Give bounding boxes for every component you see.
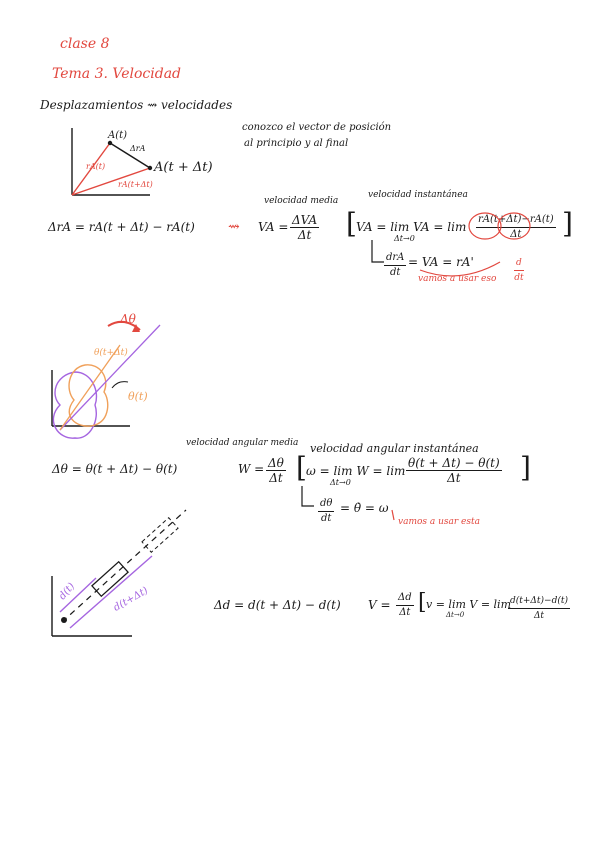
w-mean-lhs: W =	[238, 462, 265, 476]
eq-displacement: ΔrA = rA(t + Δt) − rA(t)	[48, 220, 195, 234]
w-inst-sub: Δt→0	[330, 478, 351, 487]
section1-heading: Desplazamientos ⇝ velocidades	[40, 98, 233, 112]
bracket-open: [	[346, 207, 357, 240]
leads-to-arrow: ⇝	[228, 219, 240, 235]
vA-inst-sub: Δt→0	[394, 234, 415, 243]
v-mean-lhs: V =	[368, 598, 391, 612]
class-title: clase 8	[60, 36, 110, 52]
vA-mean-num: ΔVA	[292, 213, 318, 227]
vA-inst-lhs: VA = lim VA = lim	[356, 220, 467, 234]
deriv-rhs-1: = VA = rA'	[408, 255, 474, 269]
label-rA-t: rA(t)	[86, 162, 106, 171]
w-inst-lhs: ω = lim W = lim	[306, 464, 406, 478]
deriv-num-1: drA	[384, 251, 406, 266]
use-this-note-2: vamos a usar esta	[398, 517, 480, 527]
label-A-t: A(t)	[108, 130, 128, 141]
bracket-close-2: ]	[520, 451, 531, 484]
v-inst-text: v = lim V = lim	[426, 598, 512, 611]
v-inst-num: d(t+Δt)−d(t)	[508, 594, 570, 609]
vA-mean-den: Δt	[297, 228, 312, 242]
w-inst-den: Δt	[447, 471, 461, 485]
d-dt-num: d	[514, 256, 524, 271]
w-inst-num: θ(t + Δt) − θ(t)	[408, 456, 500, 470]
deriv-num-2: dθ	[318, 497, 334, 512]
d-dt-den: dt	[514, 273, 524, 283]
note-line-1: conozco el vector de posición	[242, 122, 392, 133]
mean-angular-label: velocidad angular media	[186, 438, 299, 448]
label-d-t: d(t)	[57, 580, 78, 603]
vA-inst-den: Δt	[510, 229, 522, 240]
v-mean-fraction	[396, 591, 414, 620]
vA-mean-lhs: VA =	[258, 220, 289, 234]
label-delta-theta: Δθ	[120, 312, 136, 326]
deriv-den-1: dt	[389, 267, 401, 278]
deriv-den-2: dt	[321, 513, 332, 524]
v-mean-den: Δt	[399, 607, 411, 618]
label-theta-t-dt: θ(t+Δt)	[94, 348, 128, 358]
block-t-dt	[142, 518, 178, 552]
eq-delta-d: Δd = d(t + Δt) − d(t)	[214, 598, 341, 612]
label-rA-t-dt: rA(t+Δt)	[118, 180, 153, 189]
label-theta-t: θ(t)	[128, 390, 148, 403]
eq-delta-theta: Δθ = θ(t + Δt) − θ(t)	[52, 462, 178, 476]
v-inst-den: Δt	[533, 611, 545, 621]
v-mean-num: Δd	[396, 591, 414, 606]
inst-angular-label: velocidad angular instantánea	[310, 442, 479, 455]
w-mean-num: Δθ	[268, 456, 284, 470]
topic-title: Tema 3. Velocidad	[52, 66, 182, 82]
label-A-t-dt: A(t + Δt)	[154, 160, 213, 175]
v-inst-fraction	[508, 594, 570, 623]
bracket-open-3: [	[418, 590, 427, 615]
deriv-rhs-2: = θ̇ = ω	[340, 501, 389, 515]
block-t	[92, 562, 128, 596]
v-inst-sub: Δt→0	[446, 611, 465, 619]
label-delta-rA: ΔrA	[130, 144, 146, 153]
bracket-open-2: [	[296, 451, 307, 484]
use-this-note-1: vamos a usar eso	[418, 274, 497, 284]
mean-velocity-label: velocidad media	[264, 196, 339, 206]
vA-inst-num: rA(t+Δt)−rA(t)	[476, 213, 556, 228]
inst-velocity-label: velocidad instantánea	[368, 190, 468, 200]
label-d-t-dt: d(t+Δt)	[111, 585, 151, 614]
w-mean-den: Δt	[269, 471, 283, 485]
bracket-close: ]	[562, 207, 573, 240]
note-line-2: al principio y al final	[244, 138, 349, 149]
